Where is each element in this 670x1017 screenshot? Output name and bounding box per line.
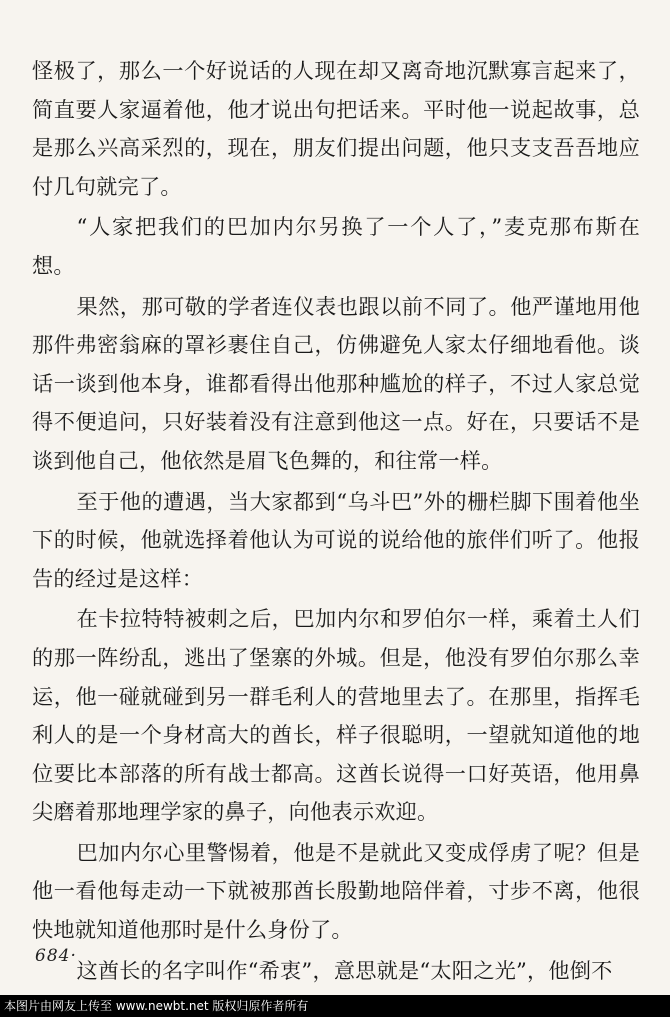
paragraph-3: 果然，那可敬的学者连仪表也跟以前不同了。他严谨地用他那件弗密翁麻的罩衫裹住自己，仿佛避免人家太仔细地看他。谈话一谈到他本身，谁都看得出他那种尴尬的样子，不过人家总觉得不便追问，只好装着没有注意到他这一点。好在，只要话不是谈到他自己，他依然是眉飞色舞的，和往常一样。 — [32, 293, 640, 473]
paragraph-5: 在卡拉特特被刺之后，巴加内尔和罗伯尔一样，乘着土人们的那一阵纷乱，逃出了堡寨的外城。但是，他没有罗伯尔那么幸运，他一碰就碰到另一群毛利人的营地里去了。在那里，指挥毛利人的是一个身材高大的酋长，样子很聪明，一望就知道他的地位要比本部落的所有战士都高。这酋长说得一口好英语，他用鼻尖磨着那地理学家的鼻子，向他表示欢迎。 — [32, 606, 640, 825]
paragraph-6: 巴加内尔心里警惕着，他是不是就此又变成俘虏了呢？但是他一看他每走动一下就被那酋长殷勤地陪伴着，寸步不离，他很快地就知道他那时是什么身份了。 — [32, 839, 640, 943]
watermark-footer: 本图片由网友上传至 www.newbt.net 版权归原作者所有 — [0, 995, 670, 1017]
paragraph-7: 这酋长的名字叫作“希衷”，意思就是“太阳之光”，他倒不 — [76, 957, 613, 983]
paragraph-1: 怪极了，那么一个好说话的人现在却又离奇地沉默寡言起来了，简直要人家逼着他，他才说出句把话来。平时他一说起故事，总是那么兴高采烈的，现在，朋友们提出问题，他只支支吾吾地应付几句就完了。 — [32, 58, 640, 199]
page-number: 684· — [35, 946, 77, 966]
paragraph-2: “人家把我们的巴加内尔另换了一个人了，”麦克那布斯在想。 — [32, 214, 640, 278]
body-text — [32, 52, 640, 990]
paragraph-4: 至于他的遭遇，当大家都到“乌斗巴”外的栅栏脚下围着他坐下的时候，他就选择着他认为可说的说给他的旅伴们听了。他报告的经过是这样： — [32, 488, 640, 591]
